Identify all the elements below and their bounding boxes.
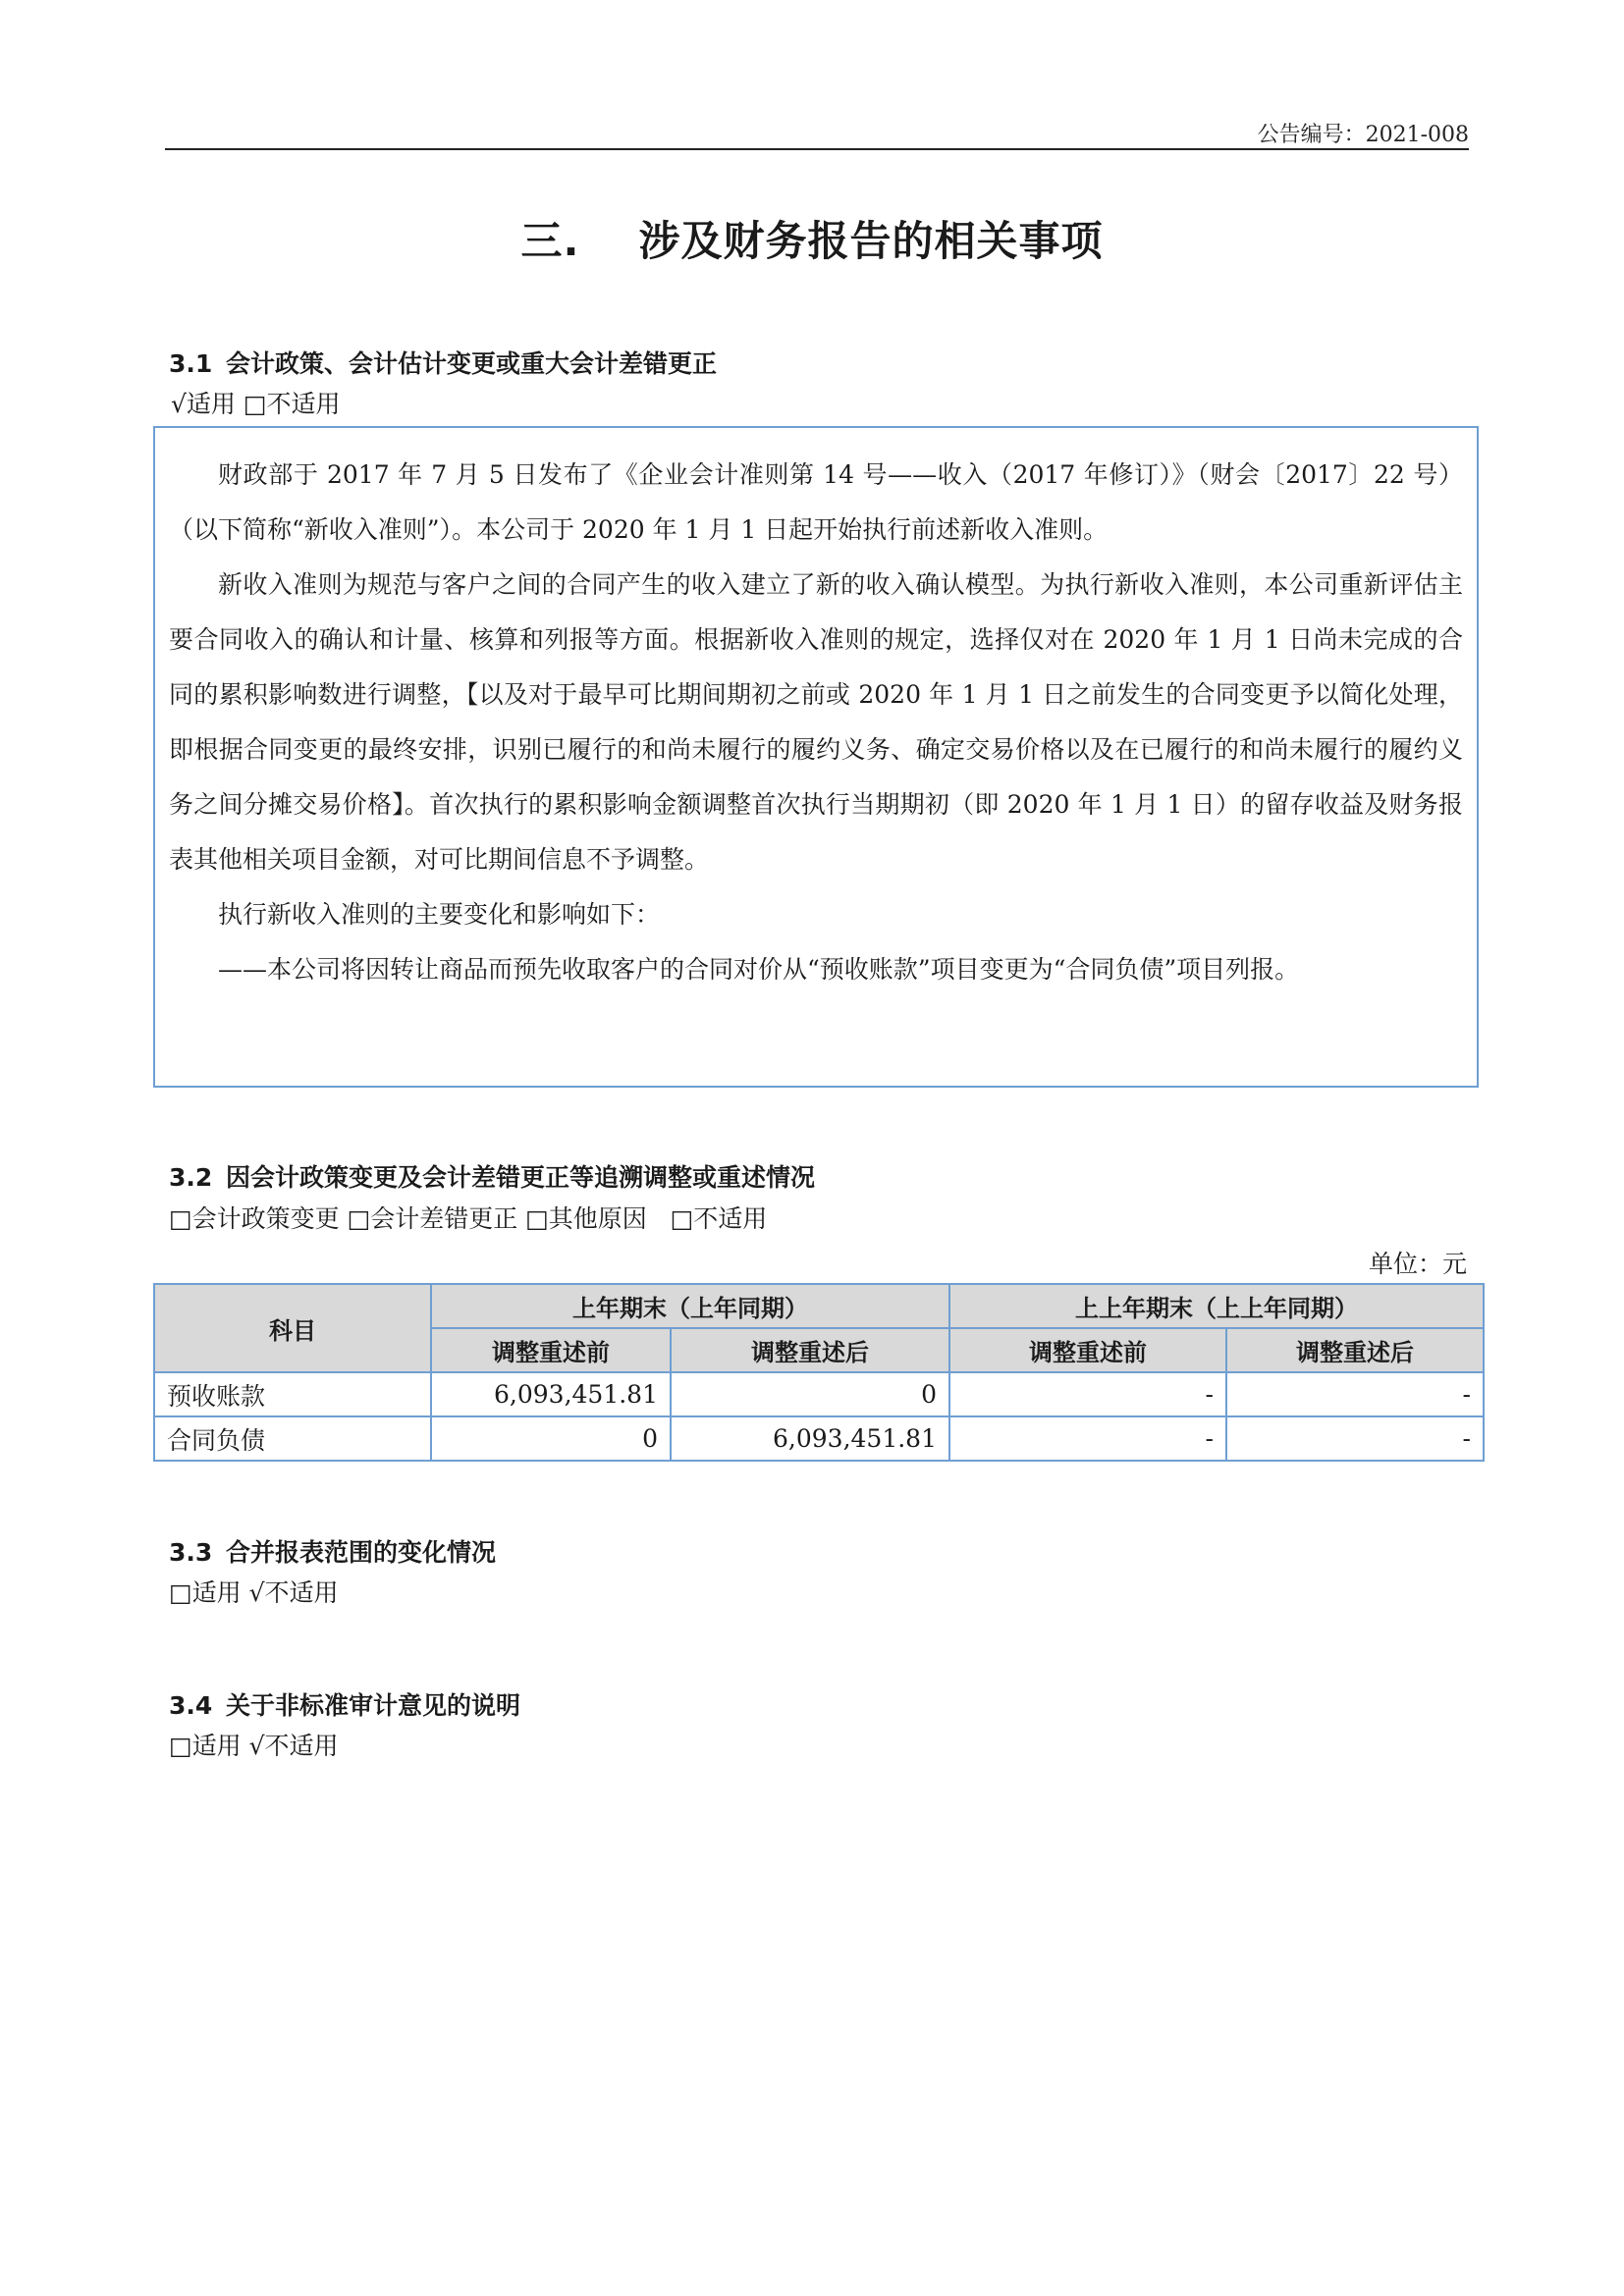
two-years-prior-header: 上上年期末（上上年同期） <box>949 1284 1484 1328</box>
unit-label: 单位：元 <box>1368 1250 1467 1278</box>
subsection-title: 因会计政策变更及会计差错更正等追溯调整或重述情况 <box>226 1163 816 1192</box>
paragraph: 财政部于 2017 年 7 月 5 日发布了《企业会计准则第 14 号——收入（2017 年修订）》（财会〔2017〕22 号）（以下简称“新收入准则”）。本公司于 2020 年 1 月 1 日起开始执行前述新收入准则。 <box>169 460 1463 544</box>
subject-cell: 合同负债 <box>154 1416 431 1461</box>
value-cell: - <box>949 1416 1226 1461</box>
value-cell: - <box>949 1372 1226 1416</box>
subsection-3-3-options: □适用 √不适用 <box>169 1578 339 1607</box>
subject-header: 科目 <box>154 1284 431 1372</box>
section-number: 三. <box>520 217 580 265</box>
value-cell: - <box>1226 1372 1484 1416</box>
value-cell: 0 <box>671 1372 949 1416</box>
value-cell: 6,093,451.81 <box>431 1372 671 1416</box>
value-cell: 6,093,451.81 <box>671 1416 949 1461</box>
after-restatement-header: 调整重述后 <box>671 1328 949 1372</box>
subsection-title: 关于非标准审计意见的说明 <box>226 1691 521 1720</box>
before-restatement-header: 调整重述前 <box>949 1328 1226 1372</box>
paragraph: 新收入准则为规范与客户之间的合同产生的收入建立了新的收入确认模型。为执行新收入准则，本公司重新评估主要合同收入的确认和计量、核算和列报等方面。根据新收入准则的规定，选择仅对在 2020 年 1 月 1 日尚未完成的合同的累积影响数进行调整，【以及对于最早可比期间期初之前或 2020 年 1 月 1 日之前发生的合同变更予以简化处理，即根据合同变更的最终安排，识别已履行的和尚未履行的履约义务、确定交易价格以及在已履行的和尚未履行的履约义务之间分摊交易价格】。首次执行的累积影响金额调整首次执行当期期初（即 2020 年 1 月 1 日）的留存收益及财务报表其他相关项目金额，对可比期间信息不予调整。 <box>169 570 1463 874</box>
subsection-3-1-heading <box>169 345 717 380</box>
policy-change-text-box <box>153 426 1479 1088</box>
announcement-number: 公告编号：2021-008 <box>1257 123 1469 147</box>
subsection-3-2-heading <box>169 1158 815 1194</box>
subsection-3-4-heading <box>169 1686 520 1722</box>
value-cell: 0 <box>431 1416 671 1461</box>
prior-year-header: 上年期末（上年同期） <box>431 1284 949 1328</box>
subsection-3-4-options: □适用 √不适用 <box>169 1732 339 1760</box>
subsection-number: 3.4 <box>169 1691 213 1720</box>
restatement-table <box>153 1283 1485 1462</box>
before-restatement-header: 调整重述前 <box>431 1328 671 1372</box>
header-divider <box>165 148 1469 150</box>
paragraph: ——本公司将因转让商品而预先收取客户的合同对价从“预收账款”项目变更为“合同负债”项目列报。 <box>218 955 1300 984</box>
section-title <box>0 209 1624 268</box>
subsection-3-2-options: □会计政策变更 □会计差错更正 □其他原因 □不适用 <box>169 1204 768 1233</box>
after-restatement-header: 调整重述后 <box>1226 1328 1484 1372</box>
subject-cell: 预收账款 <box>154 1372 431 1416</box>
subsection-number: 3.2 <box>169 1163 213 1192</box>
table-row <box>154 1416 1484 1461</box>
subsection-title: 合并报表范围的变化情况 <box>226 1538 497 1567</box>
subsection-title: 会计政策、会计估计变更或重大会计差错更正 <box>226 349 718 378</box>
subsection-number: 3.3 <box>169 1538 213 1567</box>
subsection-number: 3.1 <box>169 349 213 378</box>
subsection-3-1-options: √适用 □不适用 <box>171 390 341 418</box>
paragraph: 执行新收入准则的主要变化和影响如下： <box>218 900 661 929</box>
value-cell: - <box>1226 1416 1484 1461</box>
section-title-text: 涉及财务报告的相关事项 <box>638 217 1104 265</box>
table-row <box>154 1372 1484 1416</box>
subsection-3-3-heading <box>169 1533 496 1569</box>
